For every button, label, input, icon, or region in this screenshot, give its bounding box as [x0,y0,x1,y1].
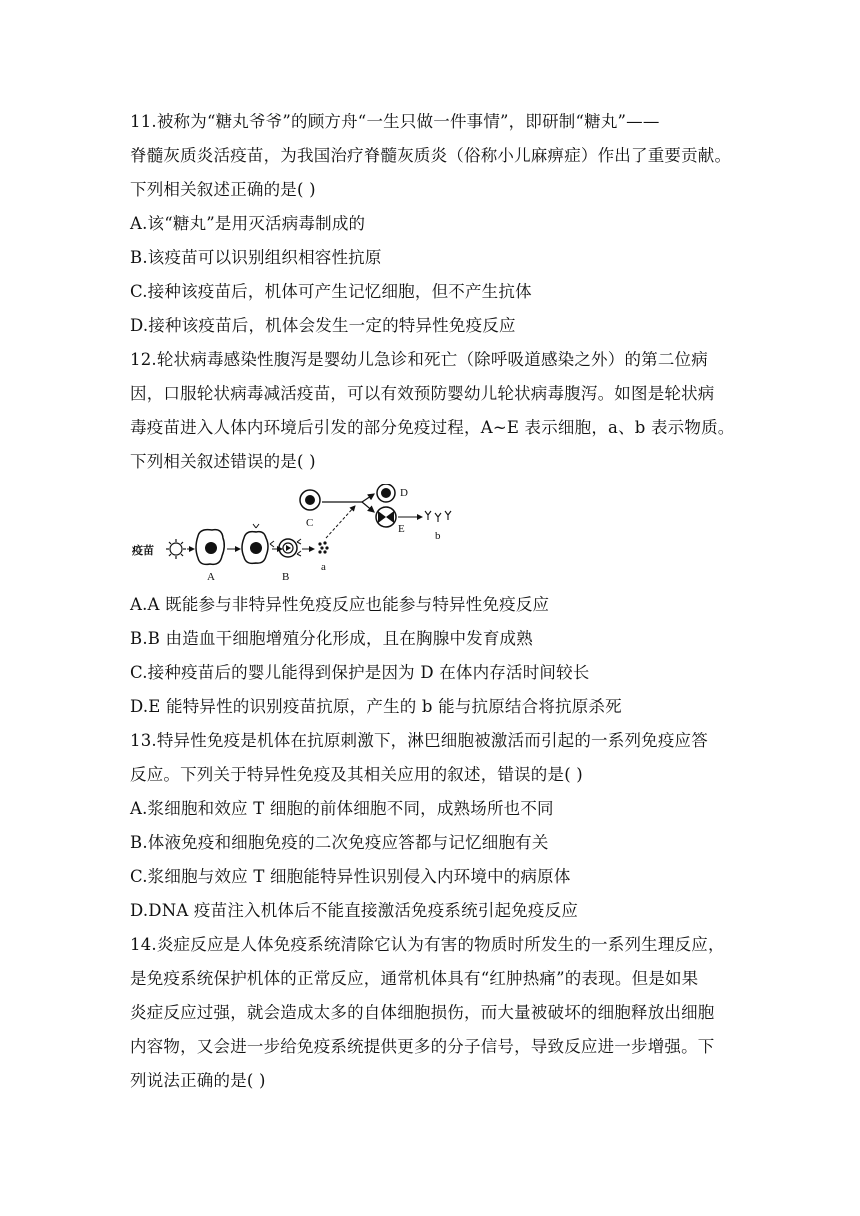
cell-e-icon [376,507,396,527]
q14-stem-line-1: 14.炎症反应是人体免疫系统清除它认为有害的物质时所发生的一系列生理反应， [130,935,725,954]
antigen-presenting-cell-icon [242,524,274,563]
q11-option-b: B.该疫苗可以识别组织相容性抗原 [130,248,382,267]
label-d: D [400,487,408,499]
arrow-c-to-d [362,494,374,502]
q12-option-a: A.A 既能参与非特异性免疫反应也能参与特异性免疫反应 [130,595,550,614]
vaccine-label: 疫苗 [132,544,154,557]
immune-process-svg [130,484,475,584]
q13-option-b: B.体液免疫和细胞免疫的二次免疫应答都与记忆细胞有关 [130,833,549,852]
q12-option-d: D.E 能特异性的识别疫苗抗原，产生的 b 能与抗原结合将抗原杀死 [130,697,622,716]
q12-stem-line-4: 下列相关叙述错误的是( ) [130,452,316,471]
arrow-c-to-e [362,502,374,512]
q12-stem-line-1: 12.轮状病毒感染性腹泻是婴幼儿急诊和死亡（除呼吸道感染之外）的第二位病 [130,350,708,369]
vaccine-particle-icon [166,539,186,559]
cell-c-icon [300,490,320,510]
q11-option-c: C.接种该疫苗后，机体可产生记忆细胞，但不产生抗体 [130,282,532,301]
q11-option-d: D.接种该疫苗后，机体会发生一定的特异性免疫反应 [130,316,516,335]
immune-process-diagram [130,484,475,584]
q12-option-b: B.B 由造血干细胞增殖分化形成，且在胸腺中发育成熟 [130,629,533,648]
q12-stem-line-2: 因，口服轮状病毒减活疫苗，可以有效预防婴幼儿轮状病毒腹泻。如图是轮状病 [130,384,715,403]
q13-stem-line-1: 13.特异性免疫是机体在抗原刺激下，淋巴细胞被激活而引起的一系列免疫应答 [130,731,708,750]
q14-stem-line-2: 是免疫系统保护机体的正常反应，通常机体具有“红肿热痛”的表现。但是如果 [130,969,699,988]
label-b: B [282,571,290,583]
q11-stem-line-2: 脊髓灰质炎活疫苗，为我国治疗脊髓灰质炎（俗称小儿麻痹症）作出了重要贡献。 [130,146,732,165]
q14-stem-line-4: 内容物，又会进一步给免疫系统提供更多的分子信号，导致反应进一步增强。下 [130,1037,715,1056]
antibody-b-icon [425,511,451,522]
q11-stem-line-3: 下列相关叙述正确的是( ) [130,180,316,199]
q12-stem-line-3: 毒疫苗进入人体内环境后引发的部分免疫过程，A~E 表示细胞，a、b 表示物质。 [130,418,735,437]
q12-option-c: C.接种疫苗后的婴儿能得到保护是因为 D 在体内存活时间较长 [130,663,590,682]
label-a-substance: a [321,561,326,573]
q11-option-a: A.该“糖丸”是用灭活病毒制成的 [130,214,366,233]
dashed-arrow-a-to-c [326,506,355,538]
q11-stem-line-1: 11.被称为“糖丸爷爷”的顾方舟“一生只做一件事情”，即研制“糖丸”—— [130,112,660,131]
cell-a-icon [196,530,224,565]
substance-a-dots [318,541,328,553]
cell-b-icon [279,539,301,557]
q13-option-a: A.浆细胞和效应 T 细胞的前体细胞不同，成熟场所也不同 [130,799,554,818]
label-a: A [207,571,215,583]
label-e: E [398,523,405,535]
label-b-substance: b [435,530,441,542]
cell-d-icon [377,484,395,502]
q14-stem-line-3: 炎症反应过强，就会造成太多的自体细胞损伤，而大量被破坏的细胞释放出细胞 [130,1003,715,1022]
q13-option-d: D.DNA 疫苗注入机体后不能直接激活免疫系统引起免疫反应 [130,901,579,920]
label-c: C [306,517,314,529]
q13-stem-line-2: 反应。下列关于特异性免疫及其相关应用的叙述，错误的是( ) [130,765,583,784]
q13-option-c: C.浆细胞与效应 T 细胞能特异性识别侵入内环境中的病原体 [130,867,571,886]
q14-stem-line-5: 列说法正确的是( ) [130,1071,266,1090]
